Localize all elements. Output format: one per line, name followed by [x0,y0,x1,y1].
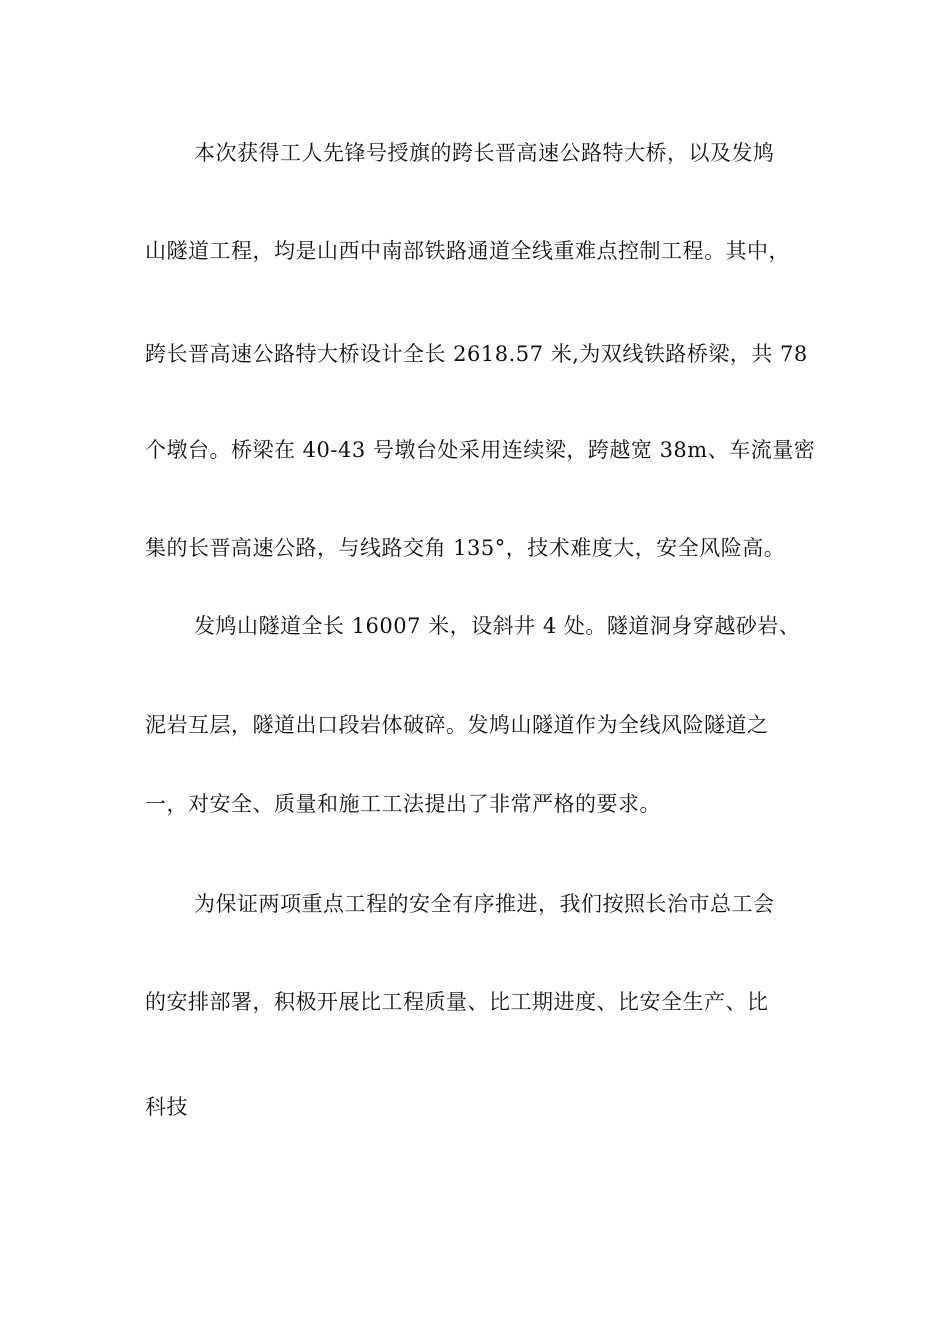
paragraph-2-line-3: 一，对安全、质量和施工工法提出了非常严格的要求。 [145,792,661,816]
paragraph-2-line-1: 发鸠山隧道全长 16007 米，设斜井 4 处。隧道洞身穿越砂岩、 [194,614,801,638]
paragraph-1-line-4: 个墩台。桥梁在 40-43 号墩台处采用连续梁，跨越宽 38m、车流量密 [145,438,816,462]
paragraph-1-line-3: 跨长晋高速公路特大桥设计全长 2618.57 米,为双线铁路桥梁，共 78 [145,342,808,366]
paragraph-3-line-3: 科技 [145,1095,188,1119]
paragraph-1-line-2: 山隧道工程，均是山西中南部铁路通道全线重难点控制工程。其中， [145,239,790,263]
paragraph-1-line-5: 集的长晋高速公路，与线路交角 135°，技术难度大，安全风险高。 [145,536,786,560]
paragraph-1-line-1: 本次获得工人先锋号授旗的跨长晋高速公路特大桥，以及发鸠 [194,141,775,165]
paragraph-3-line-1: 为保证两项重点工程的安全有序推进，我们按照长治市总工会 [194,892,775,916]
paragraph-2-line-2: 泥岩互层，隧道出口段岩体破碎。发鸠山隧道作为全线风险隧道之 [145,713,769,737]
paragraph-3-line-2: 的安排部署，积极开展比工程质量、比工期进度、比安全生产、比 [145,990,769,1014]
